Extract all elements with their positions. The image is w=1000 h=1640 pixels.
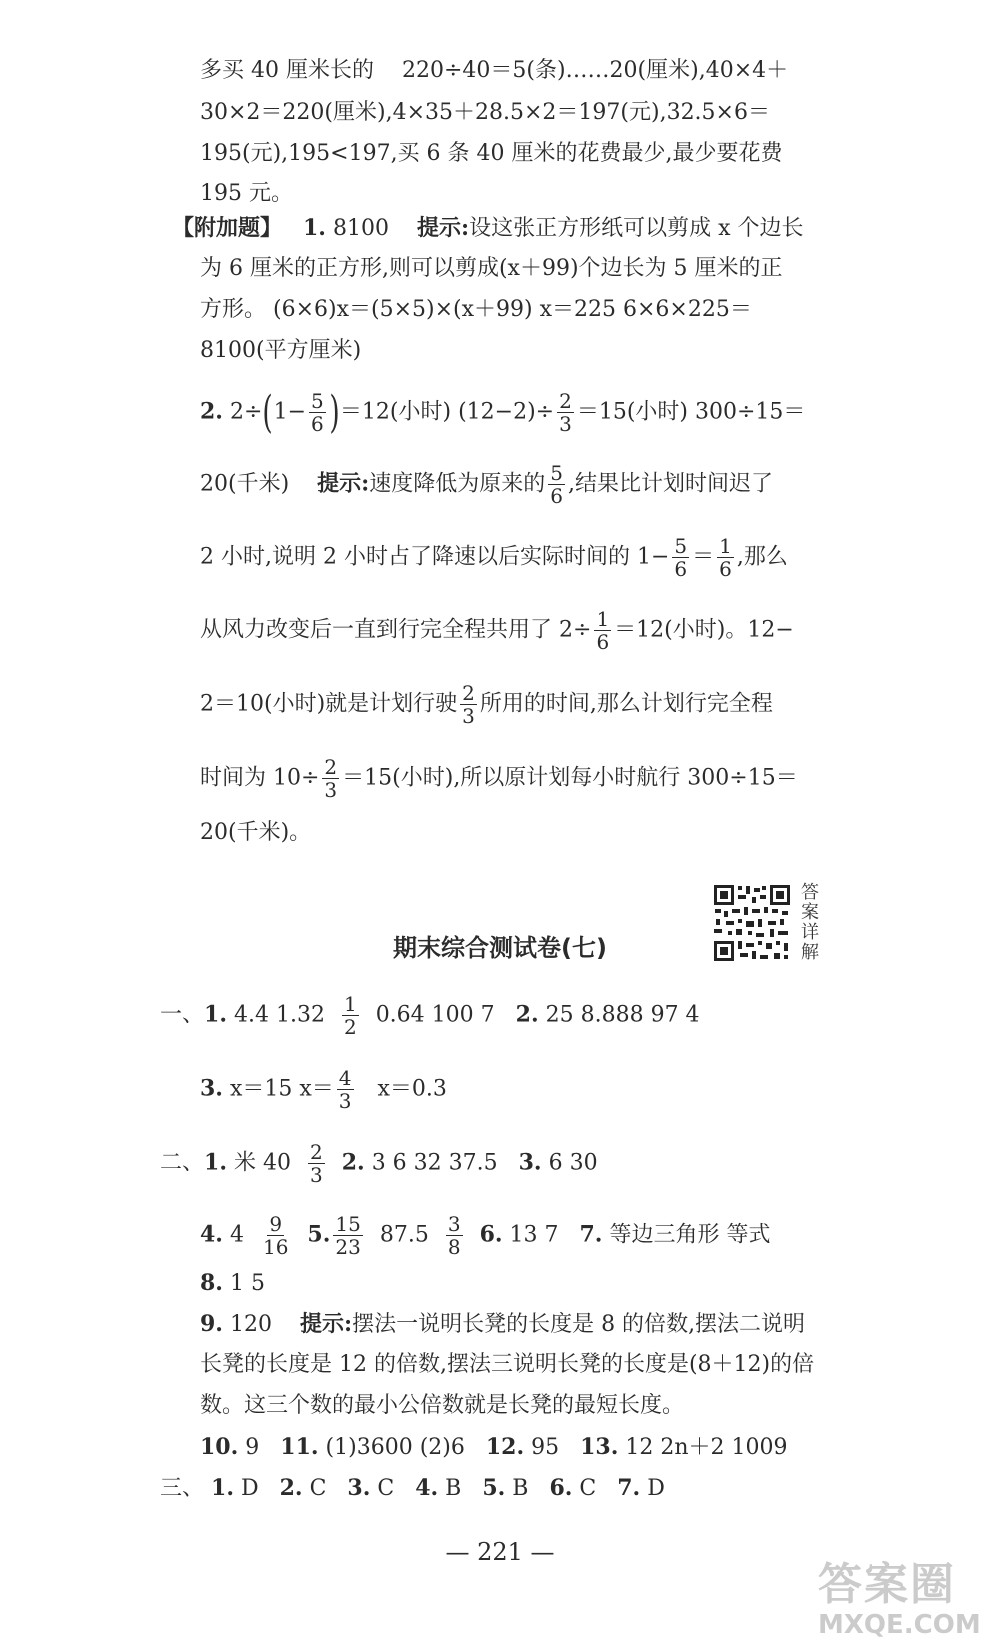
part-two-line: 数。这三个数的最小公倍数就是长凳的最短长度。 <box>200 1393 685 1418</box>
page-number: — 221 — <box>445 1538 555 1566</box>
fraction: $\frac{4}{3}$ <box>338 1066 352 1113</box>
part-two-line: 二、1. 米 40 $\frac{2}{3}$ 2. 3 6 32 37.5 3. 6 30 <box>160 1140 598 1187</box>
watermark-logo: 答案圈 MXQE.COM <box>818 1559 981 1640</box>
part-one-line: 3. x＝15 x＝ $\frac{4}{3}$ x＝0.3 <box>200 1066 447 1113</box>
fraction: $\frac{1}{2}$ <box>343 992 357 1039</box>
answer-line: 195 元。 <box>200 181 293 206</box>
bonus-tag: 【附加题】 <box>172 215 283 241</box>
part-two-line: 4. 4 $\frac{9}{16}$ 5. $\frac{15}{23}$ 87.5 $\frac{3}{8}$ 6. 13 7 7. 等边三角形 等式 <box>200 1212 771 1259</box>
fraction: $\frac{2}{3}$ <box>462 681 475 728</box>
part-three-line: 三、 1. D 2. C 3. C 4. B 5. B 6. C 7. D <box>160 1475 665 1501</box>
answer-line: 多买 40 厘米长的 220÷40＝5(条)……20(厘米),40×4＋ <box>200 58 789 83</box>
fraction: $\frac{1}{6}$ <box>596 607 610 654</box>
bonus-q2-line: 20(千米) 提示:速度降低为原来的 $\frac{5}{6}$ ,结果比计划时间迟了 <box>200 461 774 508</box>
qr-code-icon <box>712 883 792 963</box>
fraction: $\frac{9}{16}$ <box>262 1212 289 1259</box>
bonus-line: 8100(平方厘米) <box>200 338 362 363</box>
bonus-line: 方形。 (6×6)x＝(5×5)×(x＋99) x＝225 6×6×225＝ <box>200 297 752 322</box>
part-two-line: 长凳的长度是 12 的倍数,摆法三说明长凳的长度是(8＋12)的倍 <box>200 1352 815 1377</box>
part-one-line: 一、1. 4.4 1.32 $\frac{1}{2}$ 0.64 100 7 2. 25 8.888 97 4 <box>160 992 700 1039</box>
part-two-line: 9. 120 提示:摆法一说明长凳的长度是 8 的倍数,摆法二说明 <box>200 1311 806 1337</box>
hint-label: 提示: <box>416 215 470 241</box>
fraction: $\frac{5}{6}$ <box>674 534 688 581</box>
answer-line: 30×2＝220(厘米),4×35＋28.5×2＝197(元),32.5×6＝ <box>200 100 770 125</box>
fraction: $\frac{5}{6}$ <box>550 461 564 508</box>
bonus-q2-line: 2. 2÷(1− $\frac{5}{6}$ )＝12(小时) (12−2)÷ $\frac{2}{3}$ ＝15(小时) 300÷15＝ <box>200 386 806 438</box>
bonus-line: 为 6 厘米的正方形,则可以剪成(x＋99)个边长为 5 厘米的正 <box>200 256 783 281</box>
qr-code[interactable] <box>712 883 792 963</box>
fraction: $\frac{5}{6}$ <box>311 389 324 436</box>
fraction: $\frac{15}{23}$ <box>335 1212 361 1259</box>
part-two-line: 10. 9 11. (1)3600 (2)6 12. 95 13. 12 2n＋2 1009 <box>200 1434 788 1460</box>
fraction: $\frac{2}{3}$ <box>309 1140 323 1187</box>
section-title: 期末综合测试卷(七) <box>393 934 607 962</box>
qr-caption: 答 案 详 解 <box>801 882 819 963</box>
fraction: $\frac{2}{3}$ <box>559 389 572 436</box>
bonus-q2-line: 从风力改变后一直到行完全程共用了 2÷ $\frac{1}{6}$ ＝12(小时)。12− <box>200 607 794 654</box>
bonus-line: 【附加题】 1. 8100 提示:设这张正方形纸可以剪成 x 个边长 <box>172 215 804 241</box>
part-two-line: 8. 1 5 <box>200 1270 265 1296</box>
bonus-q2-line: 2＝10(小时)就是计划行驶 $\frac{2}{3}$ 所用的时间,那么计划行完全程 <box>200 681 773 728</box>
fraction: $\frac{2}{3}$ <box>324 755 338 802</box>
bonus-q2-line: 时间为 10÷ $\frac{2}{3}$ ＝15(小时),所以原计划每小时航行 300÷15＝ <box>200 755 798 802</box>
answer-line: 195(元),195<197,买 6 条 40 厘米的花费最少,最少要花费 <box>200 141 783 166</box>
bonus-q2-line: 20(千米)。 <box>200 820 312 845</box>
fraction: $\frac{3}{8}$ <box>447 1212 461 1259</box>
fraction: $\frac{1}{6}$ <box>719 534 732 581</box>
bonus-q2-line: 2 小时,说明 2 小时占了降速以后实际时间的 1− $\frac{5}{6}$ ＝ $\frac{1}{6}$ ,那么 <box>200 534 788 581</box>
